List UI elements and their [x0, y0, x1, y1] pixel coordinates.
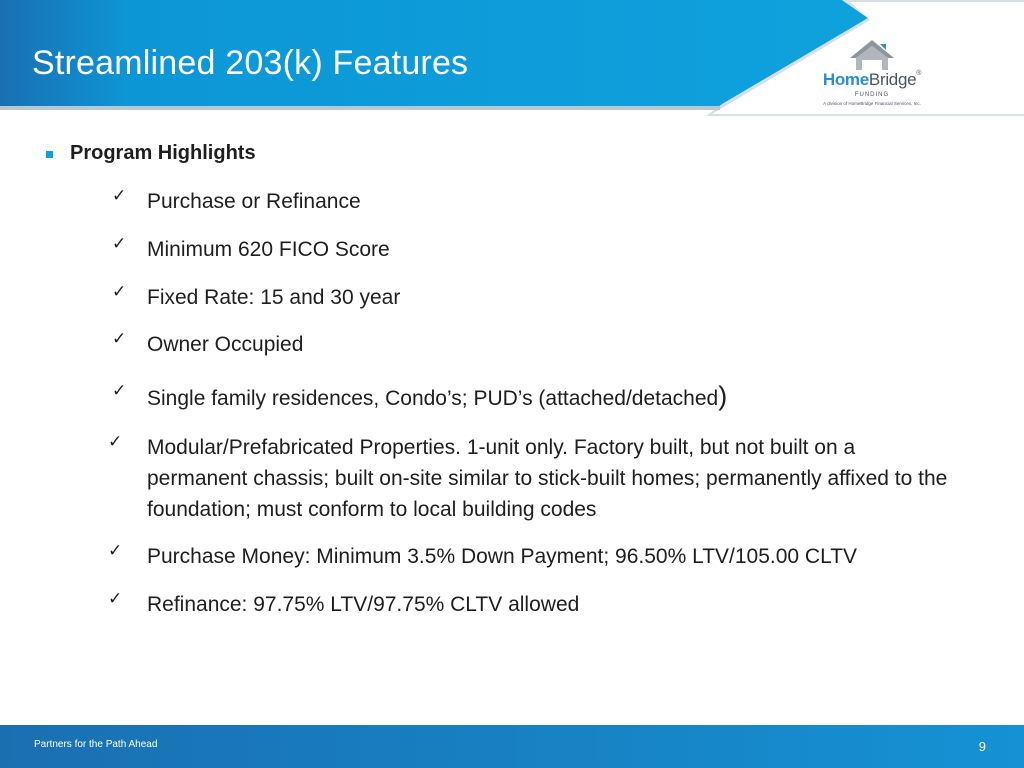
logo-funding-label: FUNDING [854, 92, 890, 98]
check-icon: ✓ [112, 381, 127, 400]
check-icon: ✓ [112, 234, 127, 253]
list-item-text [147, 381, 957, 414]
check-icon: ✓ [112, 329, 127, 348]
list-item-text: Purchase or Refinance [147, 190, 361, 213]
square-bullet-icon [46, 151, 53, 158]
logo-word-bridge: Bridge [868, 70, 917, 89]
list-item-text: Owner Occupied [147, 333, 304, 356]
list-item-text-main: Single family residences, Condo’s; PUD’s (attached/detached [147, 387, 719, 410]
list-item-text: Minimum 620 FICO Score [147, 238, 390, 261]
check-icon: ✓ [108, 541, 123, 560]
logo-registered-mark: ® [916, 70, 922, 77]
list-item-text: Refinance: 97.75% LTV/97.75% CLTV allowed [147, 593, 580, 616]
check-icon: ✓ [112, 186, 127, 205]
list-item-text-paren: ) [718, 381, 728, 411]
list-item [112, 381, 992, 414]
list-item [112, 282, 992, 313]
logo-subtitle: A division of HomeBridge Financial Services, Inc. [823, 101, 921, 106]
check-icon: ✓ [108, 432, 123, 451]
section-heading: Program Highlights [70, 142, 256, 164]
page-number: 9 [978, 739, 986, 754]
section-heading-row [46, 142, 256, 165]
slide-title: Streamlined 203(k) Features [32, 44, 469, 82]
list-item [108, 432, 988, 525]
list-item [112, 186, 992, 217]
list-item [108, 541, 988, 572]
list-item [108, 589, 988, 620]
footer-tagline: Partners for the Path Ahead [34, 739, 158, 750]
list-item-text: Fixed Rate: 15 and 30 year [147, 286, 401, 309]
check-icon: ✓ [108, 589, 123, 608]
list-item [112, 329, 992, 360]
list-item-text: Purchase Money: Minimum 3.5% Down Payment; 96.50% LTV/105.00 CLTV [147, 545, 858, 568]
list-item-text: Modular/Prefabricated Properties. 1-unit only. Factory built, but not built on a permanent chassis; built on-site similar to stick-built homes; permanently affixed to the foundation; must conform to local building codes [147, 436, 948, 521]
footer-bar [0, 725, 1024, 768]
list-item [112, 234, 992, 265]
check-icon: ✓ [112, 282, 127, 301]
logo-word-home: Home [822, 70, 869, 89]
